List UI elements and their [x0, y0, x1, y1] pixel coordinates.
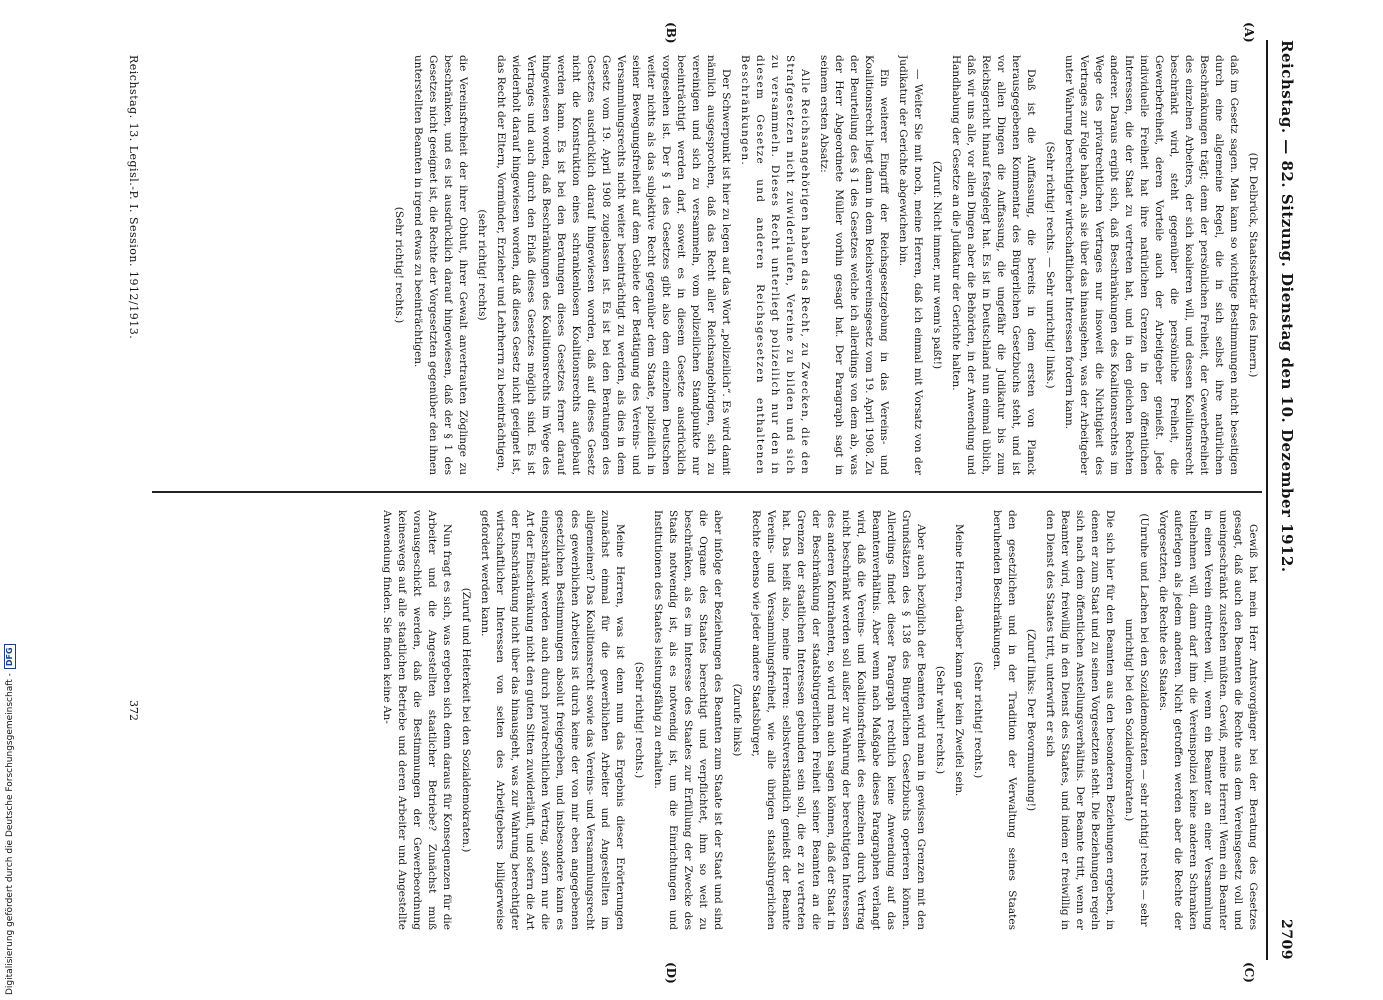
- left-column: [150, 55, 1260, 475]
- page-footer-source: Reichstag. 13. Legisl.-P. I. Session. 1912/1913.: [127, 55, 140, 340]
- document-page: [88, 0, 1318, 1000]
- paragraph: aber infolge der Beziehungen des Beamten zum Staate ist der Staat und sind die Organe des Staates berechtigt und verpflichtet, ihm so weit zu beschränken, als es im Interesse des Staates zur Erfüllung der Zwecke des Staats notwendig ist, als es notwendig ist, um die Einrichtungen und Institutionen des Staates leistungsfähig zu erhalten.: [652, 510, 724, 930]
- margin-marker-a: (A): [1242, 22, 1256, 43]
- interjection: (sehr richtig! rechts): [476, 209, 488, 321]
- paragraph: Gewiß hat mein Herr Amtsvorgänger bei der Beratung des Gesetzes gesagt, daß auch den Beamten die Rechte aus dem Vereinsgesetz voll und uneingeschränkt zustehen müßten. Gewiß, meine Herren! Wenn ein Beamter in einen Verein eintreten will, wenn ein Beamter an einer Versammlung teilnehmen will, dann darf ihm die Vereinspolizei keine anderen Schranken auferlegen als jedem anderen. Nicht getroffen werden aber die Rechte der Vorgesetzten, die Rechte des Staates.: [1157, 510, 1259, 930]
- dfg-logo-icon: DFG: [4, 644, 16, 669]
- interjection: (Zuruf links: Der Bevormundung!): [1025, 628, 1037, 812]
- page-header: [1268, 40, 1296, 960]
- paragraph: Meine Herren, was ist denn nun das Ergebnis dieser Erörterungen zunächst einmal für die gewerblichen Arbeiter und Angestellten im allgemeinen? Das Koalitionsrecht sowie das Vereins- und Versammlungsrecht des gewerblichen Arbeiters ist durch keine der von mir eben angegebenen gesetzlichen Bestimmungen absolut freigegeben, und insbesondere kann es eingeschränkt werden auch durch privatrechtlichen Vertrag, sofern nur die Art der Einschränkung nicht den guten Sitten zuwiderläuft, und sofern die Art der Einschränkung nicht über das hinausgeht, was zur Wahrung berechtigter wirtschaftlicher Interessen von seiten des Arbeitgebers billigerweise gefordert werden kann.: [479, 510, 626, 930]
- interjection: (Sehr richtig! rechts. — Sehr unrichtig! links.): [1044, 141, 1056, 389]
- interjection: (Zuruf und Heiterkeit bei den Sozialdemokraten.): [460, 587, 472, 853]
- paragraph: — Weiter Sie mit noch, meine Herren, daß ich einmal mit Vorsatz von der Judikatur der Gerichte abgewichen bin.: [897, 55, 924, 475]
- paragraph: Daß ist die Auffassung, die bereits in dem ersten von Planck herausgegebenen Kommentar des Bürgerlichen Gesetzbuchs steht, und ist vor allen Dingen die Auffassung, die ungefähr die Judikatur bis zum Reichsgericht hinauf festgelegt hat. Es ist in Deutschland nun einmal üblich, daß wir uns alle, vor allen Dingen aber die Behörden, in der Anwendung und Handhabung der Gesetze an die Judikatur der Gerichte halten.: [950, 55, 1037, 475]
- margin-marker-b: (B): [664, 22, 678, 44]
- dfg-credit-text: Digitalisierung gefördert durch die Deutsche Forschungsgemeinschaft -: [5, 673, 15, 995]
- page-number: 2709: [1278, 919, 1294, 960]
- interjection: (Sehr richtig! rechts.): [393, 206, 405, 324]
- paragraph: die Vereinsfreiheit der ihrer Obhut, ihrer Gewalt anvertrauten Zöglinge zu beschränken, und es ist ausdrücklich darauf hingewiesen, daß der § 1 des Gesetzes nicht geeignet ist, die Rechte der Vorgesetzten gegenüber den ihnen unterstellten Beamten in irgend etwas zu beeinträchtigen.: [412, 55, 469, 475]
- paragraph: Aber auch bezüglich der Beamten wird man in gewissen Grenzen mit den Grundsätzen des § 138 des Bürgerlichen Gesetzbuchs operieren können. Allerdings findet dieser Paragraph rechtlich keine Anwendung auf das Beamtenverhältnis. Aber wenn nach Maßgabe dieses Paragraphen verlangt wird, daß die Vereins- und Koalitionsfreiheit des einzelnen durch Vertrag nicht beschränkt werden soll außer zur Wahrung der berechtigten Interessen des anderen Kontrahenten, so wird man auch sagen können, daß der Staat in der Beschränkung der staatsbürgerlichen Freiheit seiner Beamten an die Grenzen der staatlichen Interessen gebunden sein soll, die er zu vertreten hat. Das heißt also, meine Herren: selbstverständlich genießt der Beamte Vereins- und Versammlungsfreiheit, wie alle übrigen staatsbürgerlichen Rechte ebenso wie jeder andere Staatsbürger,: [750, 510, 927, 930]
- margin-marker-d: (D): [664, 962, 678, 984]
- paragraph: Die sich hier für den Beamten aus den besonderen Beziehungen ergeben, in denen er zum Staat und zu seinen Vorgesetzten steht. Die Beziehungen regeln sich nach dem öffentlichen Anstellungsverhältnis. Der Beamte tritt, wenn er Beamter wird, freiwillig in den Dienst des Staates, und indem er freiwillig in den Dienst des Staates tritt, unterwirft er sich: [1044, 510, 1116, 930]
- header-rule: [1266, 40, 1268, 960]
- paragraph: Nun fragt es sich, was ergeben sich denn daraus für Konsequenzen für die Arbeiter und die Angestellten staatlicher Betriebe? Zunächst muß vorausgeschickt werden, daß die Bestimmungen der Gewerbeordnung keineswegs auf alle staatlichen Betriebe und deren Arbeiter und Angestellte Anwendung finden. Sie finden keine An-: [381, 510, 453, 930]
- paragraph: Ein weiterer Eingriff der Reichsgesetzgebung in das Vereins- und Koalitionsrecht liegt dann in dem Reichsvereinsgesetz vom 19. April 1908. Zu der Beurteilung des § 1 des Gesetzes welche ich allerdings von dem ab, was der Herr Abgeordnete Müller vorhin gesagt hat. Der Paragraph sagt in seinem ersten Absatz:: [818, 55, 890, 475]
- interjection: (Zurufe links): [731, 683, 743, 757]
- paragraph: Der Schwerpunkt ist hier zu legen auf das Wort „polizeilich“. Es wird damit nämlich ausgesprochen, daß das Recht aller Reichsangehörigen, sich zu vereinigen und sich zu versammeln, vom polizeilichen Standpunkte nur beeinträchtigt werden darf, soweit es in diesem Gesetze ausdrücklich vorgesehen ist. Der § 1 des Gesetzes gibt also dem einzelnen Deutschen weiter nichts als das subjektive Recht gegenüber dem Staate, polizeilich in seiner Bewegungsfreiheit auf dem Gebiete der Betätigung des Vereins- und Versammlungsrechts nicht weiter beeinträchtigt zu werden, als dies in dem Gesetz vom 19. April 1908 zugelassen ist. Es ist bei den Beratungen des Gesetzes ausdrücklich darauf hingewiesen worden, daß auf dieses Gesetz nicht die Konstruktion eines schrankenlosen Koalitionsrechts aufgebaut werden kann. Es ist bei den Beratungen dieses Gesetzes ferner darauf hingewiesen worden, daß Beschränkungen des Koalitionsrechts im Wege des Vertrages und auch durch den Erlaß dieses Gesetzes möglich sind. Es ist wiederholt darauf hingewiesen worden, daß dieses Gesetz nicht geeignet ist, das Recht der Eltern, Vormünder, Erzieher und Lehrherrn zu beeinträchtigen,: [495, 55, 732, 475]
- interjection: (Sehr richtig! rechts.): [972, 661, 984, 779]
- page-title: Reichstag. — 82. Sitzung. Dienstag den 10. Dezember 1912.: [1278, 40, 1296, 573]
- dfg-credit: [4, 644, 16, 995]
- column-divider: [152, 491, 1262, 493]
- page-footer-number: 372: [127, 700, 140, 721]
- paragraph: Meine Herren, darüber kann gar kein Zweifel sein.: [953, 524, 965, 797]
- interjection: (Zuruf: Nicht immer, nur wenn's paßt!): [931, 160, 943, 370]
- interjection: (Sehr wahr! rechts.): [934, 665, 946, 775]
- interjection: (Sehr richtig! rechts.): [633, 661, 645, 779]
- quoted-law-text: Alle Reichsangehörigen haben das Recht, zu Zwecken, die den Strafgesetzen nicht zuwiderlaufen, Vereine zu bilden und sich zu versammeln. Dieses Recht unterliegt polizeilich nur den in diesem Gesetze und anderen Reichsgesetzen enthaltenen Beschränkungen.: [739, 55, 811, 475]
- speaker-line: (Dr. Delbrück, Staatssekretär des Innern.): [1247, 152, 1259, 378]
- paragraph: den gesetzlichen und in der Tradition der Verwaltung seines Staates beruhenden Beschränkungen.: [991, 510, 1018, 930]
- interjection: (Unruhe und Lachen bei den Sozialdemokraten — sehr richtig! rechts — sehr unrichtig! bei den Sozialdemokraten.): [1123, 513, 1150, 927]
- margin-marker-c: (C): [1242, 962, 1256, 983]
- paragraph: daß im Gesetz sagen. Man kann so wichtige Bestimmungen nicht beseitigen durch eine allgemeine Regel, die in sich selbst ihre natürlichen Beschränkungen trägt; denn der persönlichen Freiheit, der Gewerbefreiheit des einzelnen Arbeiters, der sich koalieren will, und dessen Koalitionsrecht beschränkt wird, steht gegenüber die persönliche Freiheit, die Gewerbefreiheit, deren Vorteile auch der Arbeitgeber genießt. Jede individuelle Freiheit hat ihre natürlichen Grenzen in den öffentlichen Interessen, die der Staat zu vertreten hat, und in den gleichen Rechten anderer. Daraus ergibt sich, daß Beschränkungen des Koalitionsrechtes im Wege des privatrechtlichen Vertrages nur insoweit die Nichtigkeit des Vertrages zur Folge haben, als sie über das hinausgehen, was der Arbeitgeber unter Wahrung berechtigter wirtschaftlicher Interessen fordern kann.: [1063, 55, 1240, 475]
- right-column: [150, 510, 1260, 930]
